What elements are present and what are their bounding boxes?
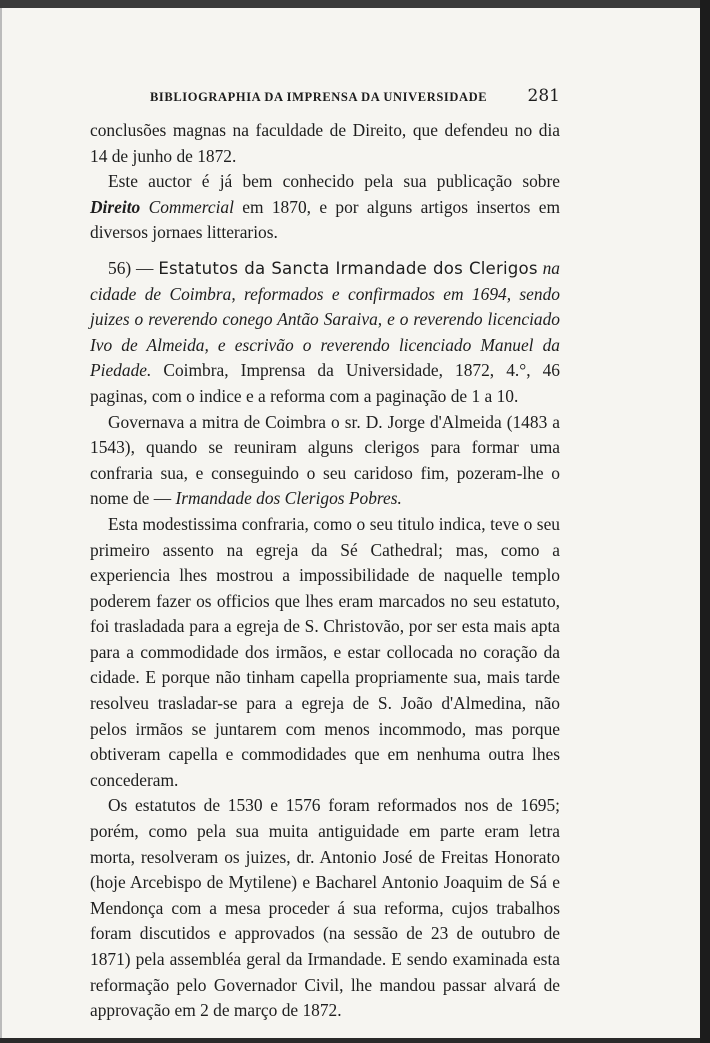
paragraph-text: Os estatutos de 1530 e 1576 foram reformados nos de 1695; porém, como pela sua muita antiguidade em parte eram letra morta, resolveram os juizes, dr. Antonio José de Freitas Honorato (hoje Arcebispo de Mytilene) e Bacharel Antonio Joaquim de Sá e Mendonça com a mesa proceder á sua reforma, cujos trabalhos foram discutidos e approvados (na sessão de 23 de outubro de 1871) pela assembléa geral da Irmandade. E sendo examinada esta reformação pelo Governador Civil, lhe mandou passar alvará de approvação em 2 de março de 1872. [90, 795, 560, 1021]
paragraph-continuation [90, 118, 560, 169]
entry-title: Estatutos da Sancta Irmandade dos Clerigos [158, 258, 538, 278]
paragraph-estatutos [90, 793, 560, 1023]
text-run: em 1870, e por alguns artigos insertos em diversos jornaes litterarios. [90, 196, 560, 243]
scan-border-top [0, 0, 710, 8]
text-run: Governava a mitra de Coimbra o sr. D. Jorge d'Almeida (1483 a 1543), quando se reuniram alguns clerigos para formar uma confraria sua, e conseguindo o seu caridoso fim, pozeram-lhe o nome de — [90, 411, 560, 509]
paragraph-author-note [90, 169, 560, 246]
italic-title-run: Direito [90, 196, 141, 217]
page-number: 281 [527, 86, 560, 106]
paragraph-text: conclusões magnas na faculdade de Direito, que defendeu no dia 14 de junho de 1872. [90, 120, 560, 166]
entry-number: 56) — [108, 257, 159, 278]
italic-title-run: Commercial [148, 196, 234, 217]
paragraph-confraria [90, 512, 560, 794]
text-run: Este auctor é já bem conhecido pela sua publicação sobre [108, 171, 560, 192]
paragraph-text: Esta modestissima confraria, como o seu titulo indica, teve o seu primeiro assento na egreja da Sé Cathedral; mas, como a experiencia lhes mostrou a impossibilidade de naquelle templo poderem fazer os officios que lhes eram marcados no seu estatuto, foi trasladada para a egreja de S. Christovão, por ser esta mais apta para a commodidade dos irmãos, e estar collocada no coração da cidade. E porque não tinham capella propriamente sua, mais tarde resolveu trasladar-se para a egreja de S. João d'Almedina, não pelos irmãos se juntarem com menos incommodo, mas porque obtiveram capella e commodidades que em nenhuma outra lhes concederam. [90, 513, 560, 790]
paragraph-history [90, 410, 560, 512]
entry-subtitle: na cidade de Coimbra, reformados e confirmados em 1694, sendo juizes o reverendo conego Antão Saraiva, e o reverendo licenciado Ivo de Almeida, e escrivão o reverendo licenciado Manuel da Piedade. [90, 257, 560, 381]
running-head: BIBLIOGRAPHIA DA IMPRENSA DA UNIVERSIDADE [150, 90, 488, 104]
page-header [150, 86, 560, 106]
bibliography-entry-56 [90, 256, 560, 410]
scan-border-right [700, 0, 710, 1043]
italic-name-run: Irmandade dos Clerigos Pobres. [175, 488, 402, 509]
page-body [90, 118, 560, 1024]
entry-imprint: Coimbra, Imprensa da Universidade, 1872, 4.°, 46 paginas, com o indice e a reforma com a paginação de 1 a 10. [90, 360, 560, 406]
